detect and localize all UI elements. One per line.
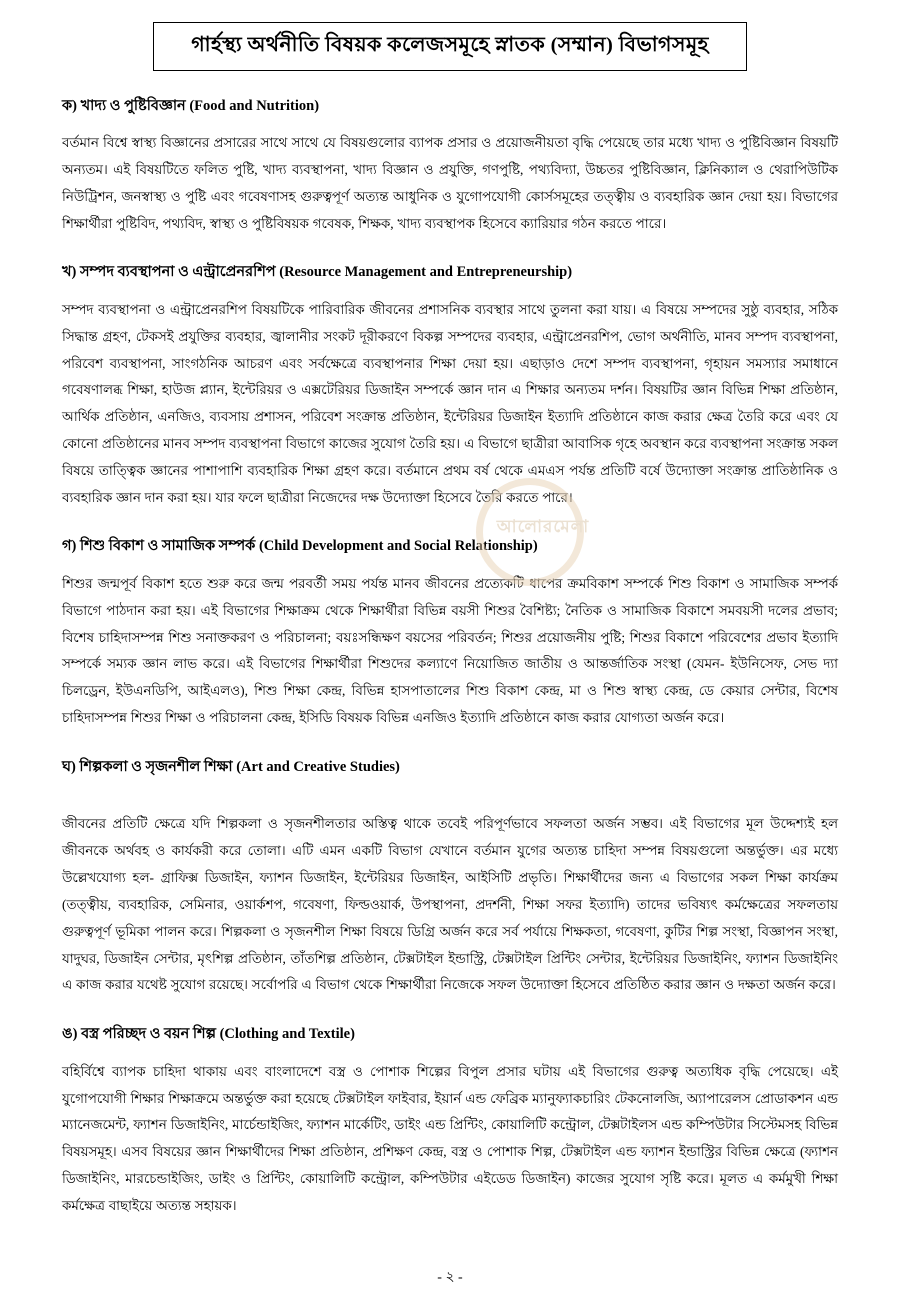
section-child-development xyxy=(62,537,838,731)
section-clothing-and-textile xyxy=(62,1025,838,1219)
page-title-wrapper xyxy=(62,22,838,71)
section-body: সম্পদ ব্যবস্থাপনা ও এন্ট্রাপ্রেনরশিপ বিষয়টিকে পারিবারিক জীবনের প্রশাসনিক ব্যবস্থার সাথে তুলনা করা যায়। এ বিষয়ে সম্পদের সুষ্ঠু ব্যবহার, সঠিক সিদ্ধান্ত গ্রহণ, টেকসই প্রযুক্তির ব্যবহার, জ্বালানীর সংকট দূরীকরণে বিকল্প সম্পদের ব্যবহার, এন্ট্রাপ্রেনরশিপ, ভোগ অর্থনীতি, মানব সম্পদ ব্যবস্থাপনা, পরিবেশ ব্যবস্থাপনা, সাংগঠনিক আচরণ এবং সর্বক্ষেত্রে ব্যবস্থাপনার শিক্ষা দেয়া হয়। এছাড়াও দেশে সম্পদ ব্যবস্থাপনা, গৃহায়ন সমস্যার সমাধানে গবেষণালব্ধ শিক্ষা, হাউজ প্ল্যান, ইন্টেরিয়র ও এক্সটেরিয়র ডিজাইন সম্পর্কে জ্ঞান দান এ শিক্ষার অন্যতম দর্শন। বিষয়টির জ্ঞান বিভিন্ন শিক্ষা প্রতিষ্ঠান, আর্থিক প্রতিষ্ঠান, এনজিও, ব্যবসায় প্রশাসন, পরিবেশ সংক্রান্ত প্রতিষ্ঠান, ইন্টেরিয়র ডিজাইন ইত্যাদি প্রতিষ্ঠানে কাজ করার ক্ষেত্র তৈরি করে এবং যে কোনো প্রতিষ্ঠানের মানব সম্পদ ব্যবস্থাপনা বিভাগে কাজের সুযোগ তৈরি হয়। এ বিভাগে ছাত্রীরা আবাসিক গৃহে অবস্থান করে ব্যবস্থাপনা সংক্রান্ত সকল বিষয়ে তাত্ত্বিক জ্ঞানের পাশাপাশি ব্যবহারিক শিক্ষা গ্রহণ করে। বর্তমানে প্রথম বর্ষ থেকে এমএস পর্যন্ত প্রতিটি বর্ষে উদ্যোক্তা সংক্রান্ত প্রাতিষ্ঠানিক ও ব্যবহারিক জ্ঞান দান করা হয়। যার ফলে ছাত্রীরা নিজেদের দক্ষ উদ্যোক্তা হিসেবে তৈরি করতে পারে। xyxy=(62,301,838,505)
section-heading: গ) শিশু বিকাশ ও সামাজিক সম্পর্ক (Child Development and Social Relationship) xyxy=(62,538,538,555)
section-body: জীবনের প্রতিটি ক্ষেত্রে যদি শিল্পকলা ও সৃজনশীলতার অস্তিত্ব থাকে তবেই পরিপূর্ণভাবে সফলতা অর্জন সম্ভব। এই বিভাগের মূল উদ্দেশ্যই হল জীবনকে অর্থবহ ও কার্যকরী করে তোলা। এটি এমন একটি বিভাগ যেখানে বর্তমান যুগের অত্যন্ত চাহিদা সম্পন্ন বিষয়গুলো অন্তর্ভুক্ত। এর মধ্যে উল্লেখযোগ্য হল- গ্রাফিক্স ডিজাইন, ফ্যাশন ডিজাইন, ইন্টেরিয়র ডিজাইন, আইসিটি প্রভৃতি। শিক্ষার্থীদের জন্য এ বিভাগের সকল শিক্ষা কার্যক্রম (তত্ত্বীয়, ব্যবহারিক, সেমিনার, ওয়ার্কশপ, গবেষণা, ফিল্ডওয়ার্ক, উপস্থাপনা, প্রদর্শনী, শিক্ষা সফর ইত্যাদি) তাদের ভবিষ্যৎ কর্মক্ষেত্রের সফলতায় গুরুত্বপূর্ণ ভূমিকা পালন করে। শিল্পকলা ও সৃজনশীল শিক্ষা বিষয়ে ডিগ্রি অর্জন করে সর্ব পর্যায়ে শিক্ষকতা, গবেষণা, কুটির শিল্প সংস্থা, বিজ্ঞাপন সংস্থা, যাদুঘর, ডিজাইন সেন্টার, মৃৎশিল্প প্রতিষ্ঠান, তাঁতশিল্প প্রতিষ্ঠান, টেক্সটাইল ইন্ডাস্ট্রি, টেক্সটাইল প্রিন্টিং সেন্টার, ইন্টেরিয়র ডিজাইনিং, ফ্যাশন ডিজাইনিং এ কাজ করার যথেষ্ট সুযোগ রয়েছে। সর্বোপরি এ বিভাগ থেকে শিক্ষার্থীরা নিজেকে সফল উদ্যোক্তা হিসেবে প্রতিষ্ঠিত করার জ্ঞান ও দক্ষতা অর্জন করে। xyxy=(62,816,838,993)
section-body: বহির্বিশ্বে ব্যাপক চাহিদা থাকায় এবং বাংলাদেশে বস্ত্র ও পোশাক শিল্পের বিপুল প্রসার ঘটায় এই বিভাগের গুরুত্ব অত্যধিক বৃদ্ধি পেয়েছে। এই যুগোপযোগী শিক্ষার শিক্ষাক্রমে অন্তর্ভুক্ত করা হয়েছে টেক্সটাইল ফাইবার, ইয়ার্ন এন্ড ফেব্রিক ম্যানুফ্যাকচারিং টেকনোলজি, অ্যাপারেলস প্রোডাকশন এন্ড ম্যানেজমেন্ট, ফ্যাশন ডিজাইনিং, মার্চেন্ডাইজিং, ফ্যাশন মার্কেটিং, ডাইং এন্ড প্রিন্টিং, কোয়ালিটি কন্ট্রোল, টেক্সটাইলস এন্ড কম্পিউটার সিস্টেমসহ বিভিন্ন বিষয়সমূহ। এসব বিষয়ের জ্ঞান শিক্ষার্থীদের শিক্ষা প্রতিষ্ঠান, প্রশিক্ষণ কেন্দ্র, বস্ত্র ও পোশাক শিল্প, টেক্সটাইল এন্ড ফ্যাশন ইন্ডাস্ট্রির বিভিন্ন ক্ষেত্রে (ফ্যাশন ডিজাইনিং, মারচেন্ডাইজিং, ডাইং ও প্রিন্টিং, কোয়ালিটি কন্ট্রোল, কম্পিউটার এইডেড ডিজাইন) কাজের সুযোগ সৃষ্টি করে। মূলত এ কর্মমুখী শিক্ষা কর্মক্ষেত্র বাছাইয়ে অত্যন্ত সহায়ক। xyxy=(62,1063,839,1213)
section-resource-management xyxy=(62,263,838,511)
section-body: শিশুর জন্মপূর্ব বিকাশ হতে শুরু করে জন্ম পরবর্তী সময় পর্যন্ত মানব জীবনের প্রত্যেকটি ধাপের ক্রমবিকাশ সম্পর্কে শিশু বিকাশ ও সামাজিক সম্পর্ক বিভাগে পাঠদান করা হয়। এই বিভাগের শিক্ষাক্রম থেকে শিক্ষার্থীরা বিভিন্ন বয়সী শিশুর বৈশিষ্ট্য; নৈতিক ও সামাজিক বিকাশে সমবয়সী দলের প্রভাব; বিশেষ চাহিদাসম্পন্ন শিশু সনাক্তকরণ ও পরিচালনা; বয়ঃসন্ধিক্ষণ বয়সের পরিবর্তন; শিশুর প্রয়োজনীয় পুষ্টি; শিশুর বিকাশে পরিবেশের প্রভাব ইত্যাদি সম্পর্কে সম্যক জ্ঞান লাভ করে। এই বিভাগের শিক্ষার্থীরা শিশুদের কল্যাণে নিয়োজিত জাতীয় ও আন্তর্জাতিক সংস্থা (যেমন- ইউনিসেফ, সেভ দ্যা চিলড্রেন, ইউএনডিপি, আইএলও), শিশু শিক্ষা কেন্দ্র, বিভিন্ন হাসপাতালের শিশু বিকাশ কেন্দ্র, মা ও শিশু স্বাস্থ্য কেন্দ্র, ডে কেয়ার সেন্টার, বিশেষ চাহিদাসম্পন্ন শিশুর শিক্ষা ও পরিচালনা কেন্দ্র, ইসিডি বিষয়ক বিভিন্ন এনজিও ইত্যাদি প্রতিষ্ঠানে কাজ করার যোগ্যতা অর্জন করে। xyxy=(62,576,838,726)
page-number: - ২ - xyxy=(437,1270,463,1285)
section-heading: ঘ) শিল্পকলা ও সৃজনশীল শিক্ষা (Art and Creative Studies) xyxy=(62,758,400,775)
section-heading: খ) সম্পদ ব্যবস্থাপনা ও এন্ট্রাপ্রেনরশিপ (Resource Management and Entrepreneurship) xyxy=(62,264,573,281)
section-heading: ঙ) বস্ত্র পরিচ্ছদ ও বয়ন শিল্প (Clothing and Textile) xyxy=(62,1026,355,1043)
section-art-and-creative-studies xyxy=(62,758,838,999)
section-food-and-nutrition xyxy=(62,97,838,238)
section-heading: ক) খাদ্য ও পুষ্টিবিজ্ঞান (Food and Nutrition) xyxy=(62,97,320,114)
page-title: গার্হস্থ্য অর্থনীতি বিষয়ক কলেজসমূহে স্নাতক (সম্মান) বিভাগসমূহ xyxy=(191,34,709,56)
watermark-label: আলোরমেলা xyxy=(496,517,590,536)
section-body: বর্তমান বিশ্বে স্বাস্থ্য বিজ্ঞানের প্রসারের সাথে সাথে যে বিষয়গুলোর ব্যাপক প্রসার ও প্রয়োজনীয়তা বৃদ্ধি পেয়েছে তার মধ্যে খাদ্য ও পুষ্টিবিজ্ঞান বিষয়টি অন্যতম। এই বিষয়টিতে ফলিত পুষ্টি, খাদ্য ব্যবস্থাপনা, খাদ্য বিজ্ঞান ও প্রযুক্তি, গণপুষ্টি, পথ্যবিদ্যা, উচ্চতর পুষ্টিবিজ্ঞান, ক্লিনিক্যাল ও থেরাপিউটিক নিউট্রিশন, জনস্বাস্থ্য ও পুষ্টি এবং গবেষণাসহ গুরুত্বপূর্ণ অত্যন্ত আধুনিক ও যুগোপযোগী কোর্সসমূহের তত্ত্বীয় ও ব্যবহারিক জ্ঞান দেয়া হয়। বিভাগের শিক্ষার্থীরা পুষ্টিবিদ, পথ্যবিদ, স্বাস্থ্য ও পুষ্টিবিষয়ক গবেষক, শিক্ষক, খাদ্য ব্যবস্থাপক হিসেবে ক্যারিয়ার গঠন করতে পারে। xyxy=(62,135,838,231)
page-title-box xyxy=(153,22,747,71)
